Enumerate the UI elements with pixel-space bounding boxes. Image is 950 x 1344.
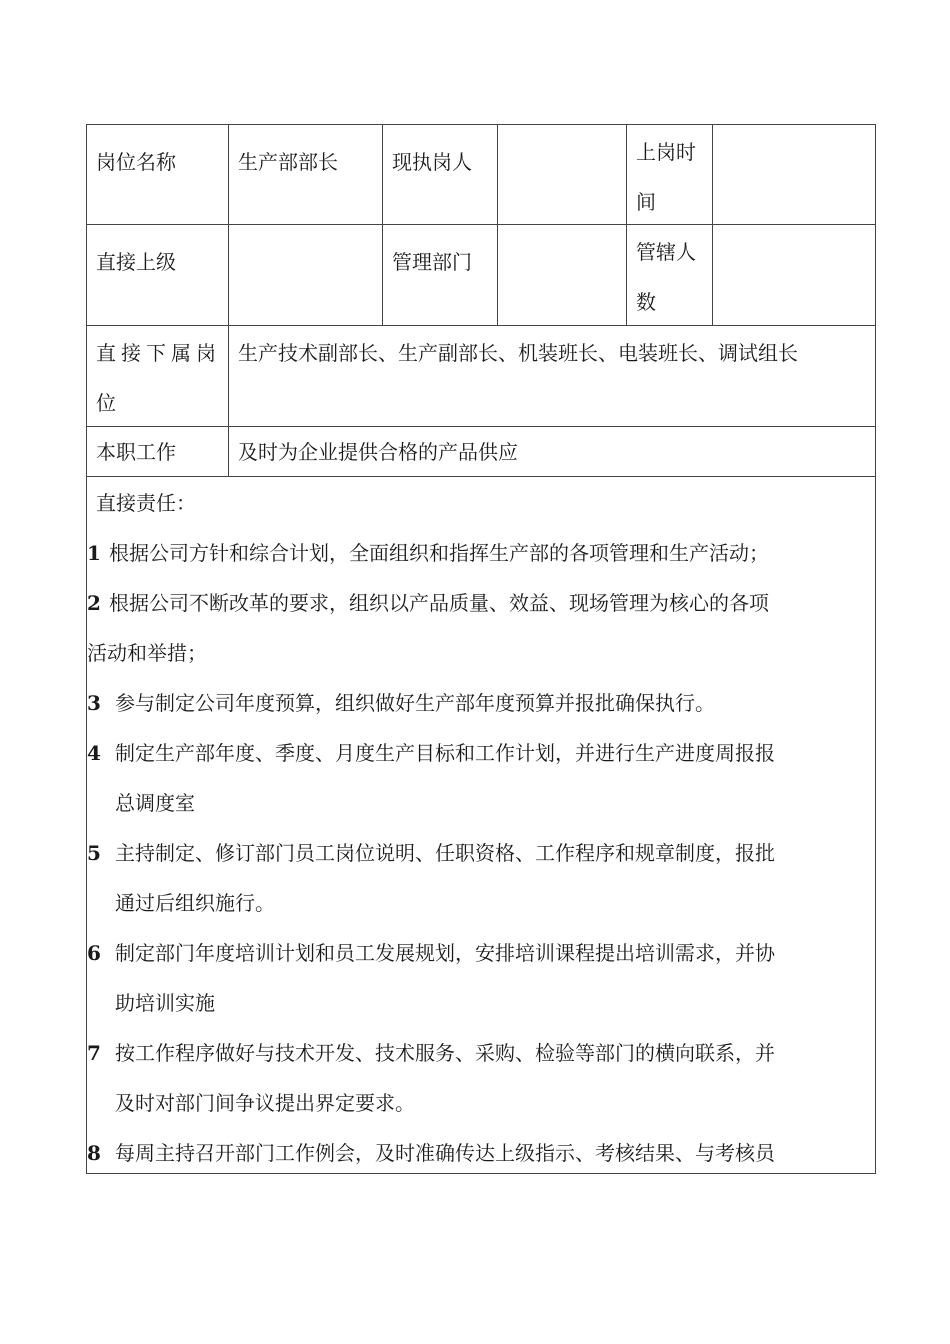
item-line: 助培训实施 bbox=[115, 991, 215, 1015]
job-description-table bbox=[86, 124, 876, 1174]
start-date-label-line1: 上岗时 bbox=[636, 140, 696, 164]
post-name-label: 岗位名称 bbox=[87, 125, 229, 224]
item-number: 7 bbox=[87, 1041, 101, 1065]
item-line: 及时对部门间争议提出界定要求。 bbox=[115, 1091, 415, 1115]
item-line: 参与制定公司年度预算，组织做好生产部年度预算并报批确保执行。 bbox=[115, 691, 715, 715]
post-name-value: 生产部部长 bbox=[229, 125, 383, 224]
item-line: 每周主持召开部门工作例会，及时准确传达上级指示、考核结果、与考核员 bbox=[115, 1141, 775, 1165]
start-date-label bbox=[627, 125, 713, 224]
row-superior-info bbox=[87, 225, 875, 326]
headcount-label-line2: 数 bbox=[636, 290, 656, 314]
item-line: 制定生产部年度、季度、月度生产目标和工作计划，并进行生产进度周报报 bbox=[115, 741, 775, 765]
item-number: 5 bbox=[87, 841, 101, 865]
subordinates-label bbox=[87, 326, 229, 426]
item-line: 制定部门年度培训计划和员工发展规划，安排培训课程提出培训需求，并协 bbox=[115, 941, 775, 965]
responsibilities-heading: 直接责任： bbox=[96, 491, 196, 515]
item-line: 总调度室 bbox=[115, 791, 195, 815]
current-holder-value bbox=[498, 125, 627, 224]
subordinates-label-line2: 位 bbox=[96, 391, 116, 415]
main-duty-label: 本职工作 bbox=[87, 427, 229, 476]
row-subordinates bbox=[87, 326, 875, 427]
item-number: 1 bbox=[87, 541, 101, 565]
item-line: 按工作程序做好与技术开发、技术服务、采购、检验等部门的横向联系，并 bbox=[115, 1041, 775, 1065]
item-line: 主持制定、修订部门员工岗位说明、任职资格、工作程序和规章制度，报批 bbox=[115, 841, 775, 865]
row-main-duty bbox=[87, 427, 875, 477]
row-post-info bbox=[87, 125, 875, 225]
subordinates-value: 生产技术副部长、生产副部长、机装班长、电装班长、调试组长 bbox=[238, 341, 798, 365]
item-line: 根据公司不断改革的要求，组织以产品质量、效益、现场管理为核心的各项 bbox=[109, 591, 769, 615]
headcount-label bbox=[627, 225, 713, 325]
headcount-value bbox=[713, 225, 875, 325]
subordinates-label-line1: 直接下属岗 bbox=[96, 341, 221, 365]
headcount-label-line1: 管辖人 bbox=[636, 240, 696, 264]
managing-dept-label: 管理部门 bbox=[383, 225, 498, 325]
main-duty-value: 及时为企业提供合格的产品供应 bbox=[238, 440, 518, 464]
start-date-value bbox=[713, 125, 875, 224]
item-line: 通过后组织施行。 bbox=[115, 891, 275, 915]
managing-dept-value bbox=[498, 225, 627, 325]
item-line: 活动和举措； bbox=[87, 641, 207, 665]
superior-value bbox=[229, 225, 383, 325]
start-date-label-line2: 间 bbox=[636, 190, 656, 214]
item-number: 3 bbox=[87, 691, 101, 715]
responsibilities-section bbox=[87, 476, 875, 1173]
item-number: 2 bbox=[87, 591, 101, 615]
current-holder-label: 现执岗人 bbox=[383, 125, 498, 224]
item-number: 8 bbox=[87, 1141, 101, 1165]
item-number: 6 bbox=[87, 941, 101, 965]
superior-label: 直接上级 bbox=[87, 225, 229, 325]
item-number: 4 bbox=[87, 741, 101, 765]
item-line: 根据公司方针和综合计划，全面组织和指挥生产部的各项管理和生产活动； bbox=[109, 541, 769, 565]
